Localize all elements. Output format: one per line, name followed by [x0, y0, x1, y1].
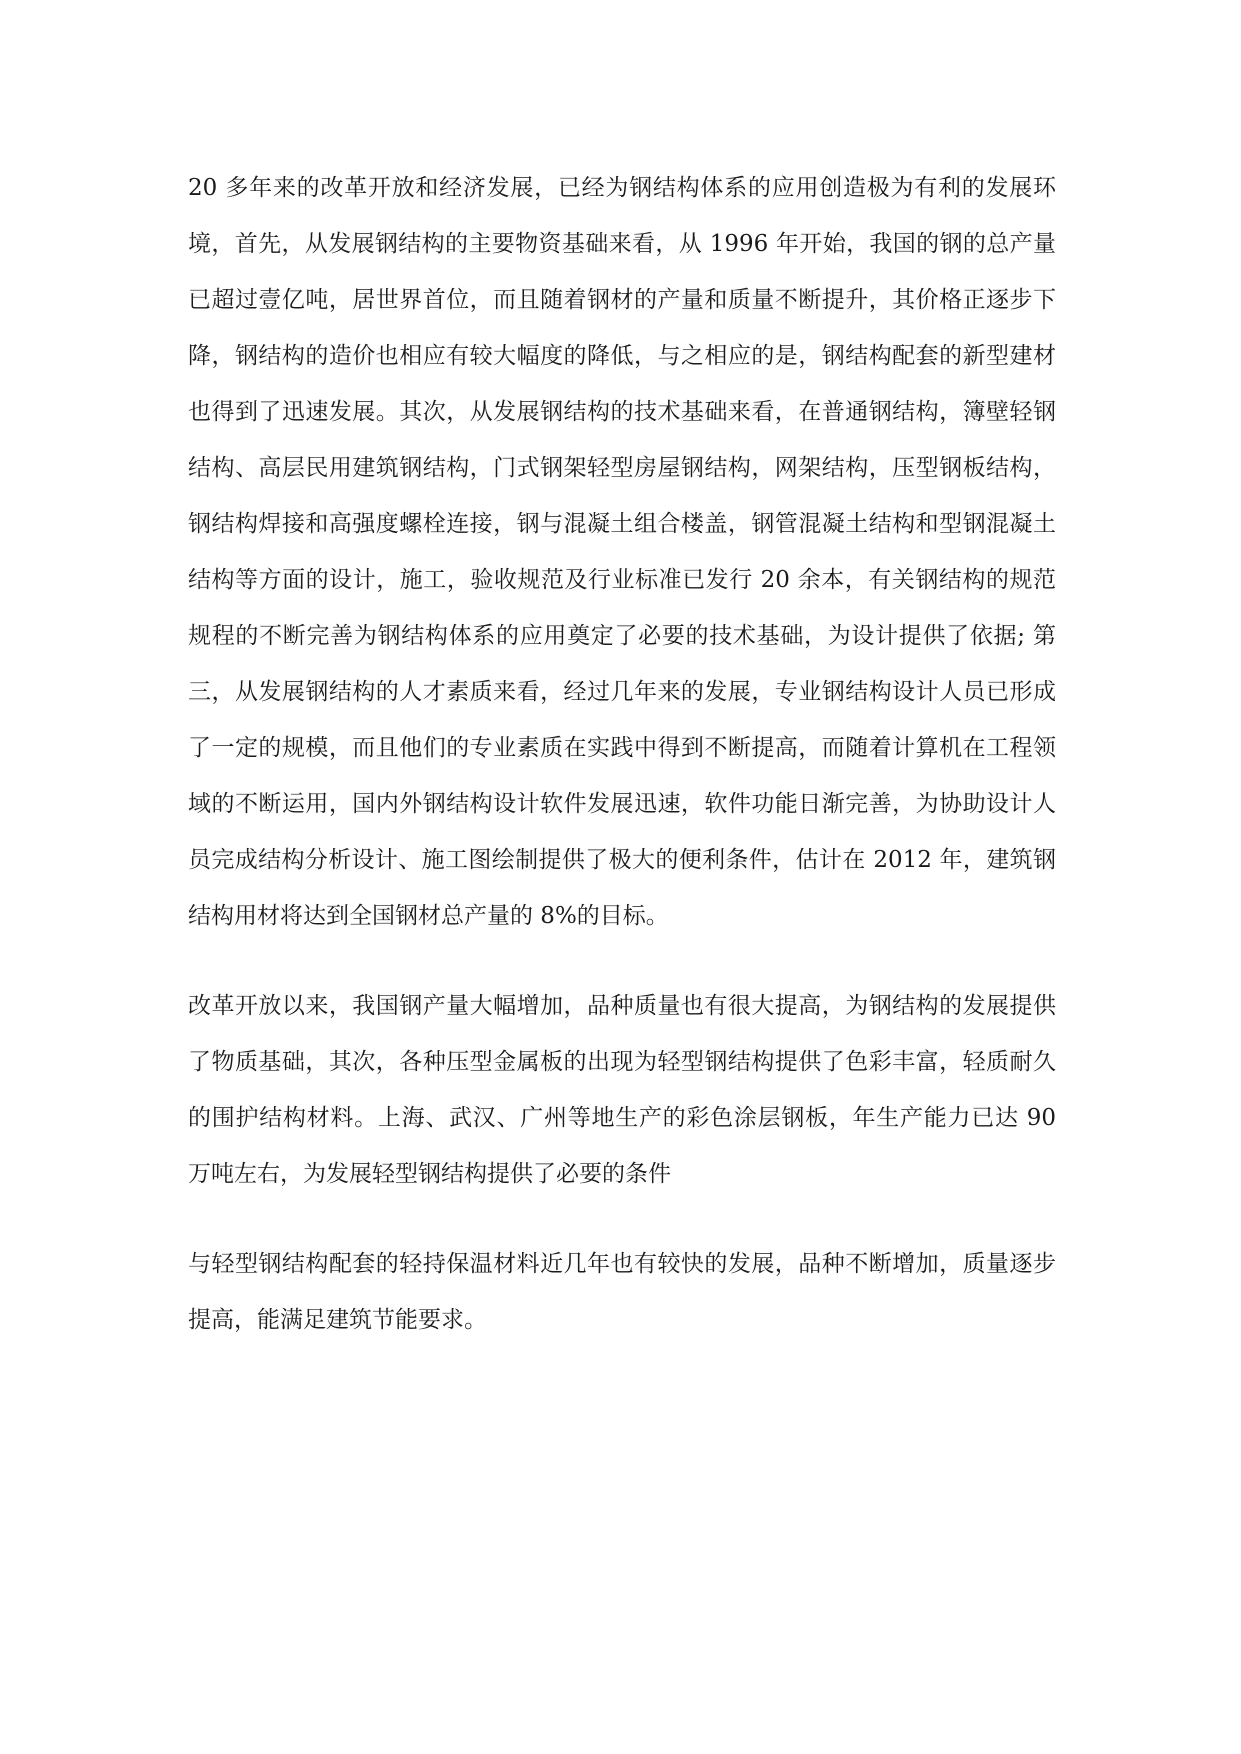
paragraph-2: 改革开放以来，我国钢产量大幅增加，品种质量也有很大提高，为钢结构的发展提供了物质基础，其次，各种压型金属板的出现为轻型钢结构提供了色彩丰富，轻质耐久的围护结构材料。上海、武汉、广州等地生产的彩色涂层钢板，年生产能力已达 90 万吨左右，为发展轻型钢结构提供了必要的条件 [188, 993, 1056, 1187]
document-body [188, 160, 1056, 1382]
paragraph-3: 与轻型钢结构配套的轻持保温材料近几年也有较快的发展，品种不断增加，质量逐步提高，能满足建筑节能要求。 [188, 1251, 1056, 1333]
paragraph-1: 20 多年来的改革开放和经济发展，已经为钢结构体系的应用创造极为有利的发展环境，首先，从发展钢结构的主要物资基础来看，从 1996 年开始，我国的钢的总产量已超过壹亿吨，居世界首位，而且随着钢材的产量和质量不断提升，其价格正逐步下降，钢结构的造价也相应有较大幅度的降低，与之相应的是，钢结构配套的新型建材也得到了迅速发展。其次，从发展钢结构的技术基础来看，在普通钢结构，簿壁轻钢结构、高层民用建筑钢结构，门式钢架轻型房屋钢结构，网架结构，压型钢板结构，钢结构焊接和高强度螺栓连接，钢与混凝土组合楼盖，钢管混凝土结构和型钢混凝土结构等方面的设计，施工，验收规范及行业标准已发行 20 余本，有关钢结构的规范规程的不断完善为钢结构体系的应用奠定了必要的技术基础，为设计提供了依据; 第三，从发展钢结构的人才素质来看，经过几年来的发展，专业钢结构设计人员已形成了一定的规模，而且他们的专业素质在实践中得到不断提高，而随着计算机在工程领域的不断运用，国内外钢结构设计软件发展迅速，软件功能日渐完善，为协助设计人员完成结构分析设计、施工图绘制提供了极大的便利条件，估计在 2012 年，建筑钢结构用材将达到全国钢材总产量的 8%的目标。 [188, 175, 1056, 929]
